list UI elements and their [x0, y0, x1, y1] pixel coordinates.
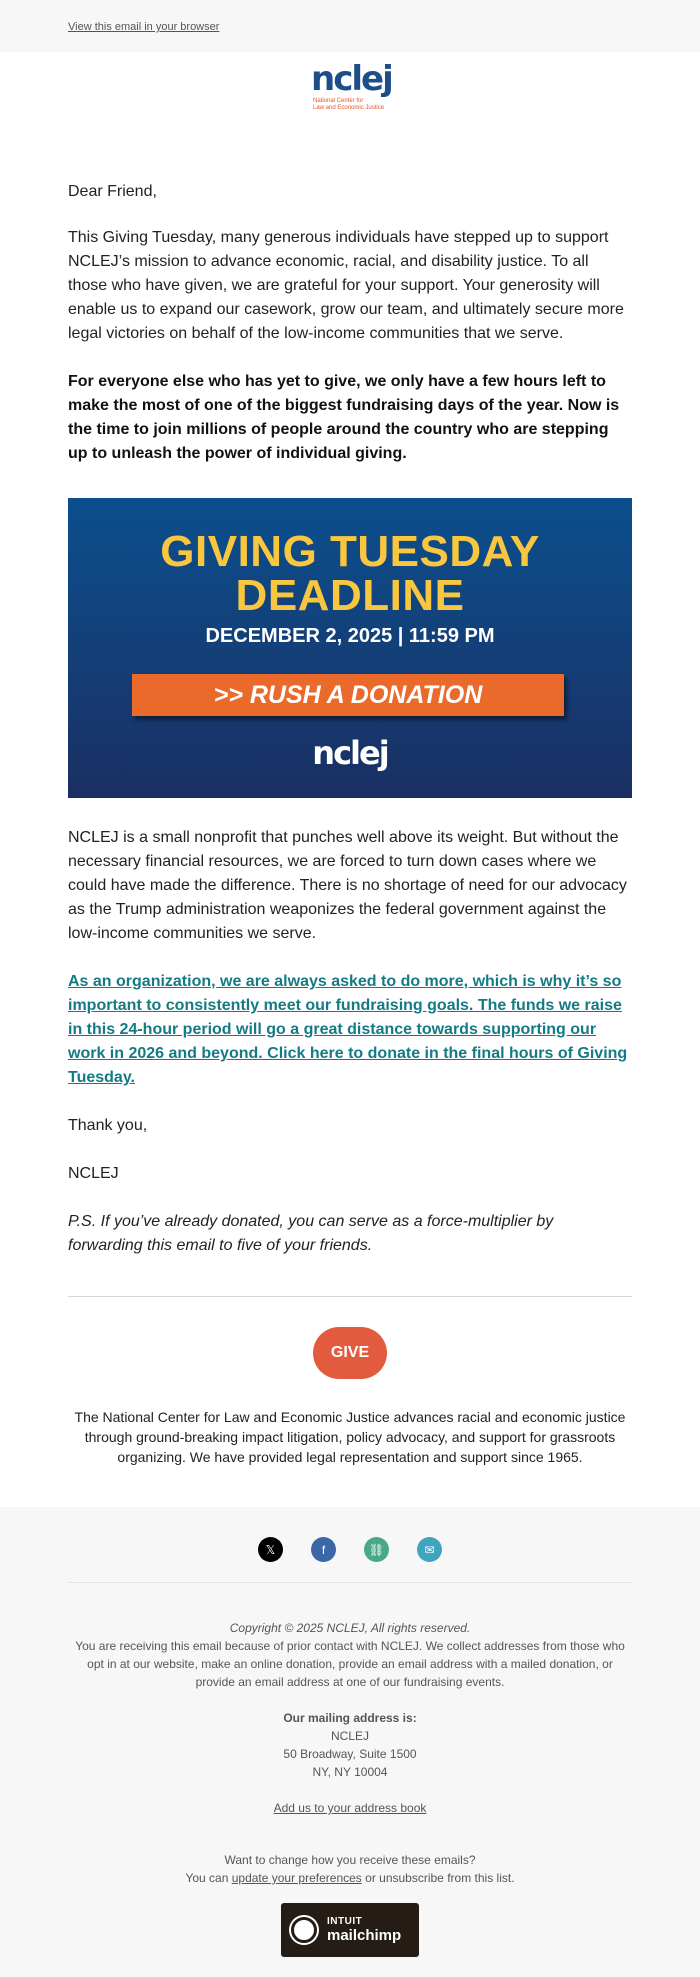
mailing-address-heading: Our mailing address is: [283, 1711, 417, 1725]
banner-title-line1: GIVING TUESDAY [160, 527, 540, 576]
add-to-address-book-link[interactable]: Add us to your address book [273, 1801, 427, 1815]
intuit-label: INTUIT [327, 1916, 363, 1927]
banner-title-line2: DEADLINE [235, 571, 465, 620]
banner-deadline-date: DECEMBER 2, 2025 | 11:59 PM [205, 625, 495, 647]
greeting: Dear Friend, [68, 183, 157, 200]
preferences-line [68, 1869, 632, 1887]
mailchimp-badge[interactable] [281, 1903, 419, 1957]
preferences-prefix: You can [185, 1871, 232, 1885]
about-nclej: The National Center for Law and Economic Justice advances racial and economic justice through ground-breaking impact litigation, policy advocacy, and support for grassroots organizing. We have provided legal representation and support since 1965. [74, 1409, 626, 1465]
mailchimp-text [327, 1916, 401, 1944]
give-button[interactable]: GIVE [313, 1327, 387, 1379]
donate-link[interactable]: As an organization, we are always asked to do more, which is why it’s so important to consistently meet our fundraising goals. The funds we raise in this 24-hour period will go a great distance towards supporting our work in 2026 and beyond. Click here to donate in the final hours of Giving Tuesday. [68, 973, 628, 1086]
mailchimp-label: mailchimp [327, 1927, 402, 1944]
copyright: Copyright © 2025 NCLEJ, All rights reserved. [229, 1621, 471, 1635]
address-book [68, 1799, 632, 1817]
mailchimp-badge-wrap [68, 1903, 632, 1957]
x-icon[interactable]: 𝕏 [258, 1537, 283, 1562]
signature: NCLEJ [68, 1165, 119, 1182]
view-in-browser-link[interactable]: View this email in your browser [68, 21, 220, 33]
paragraph-donate-link [68, 970, 632, 1090]
address-city: NY, NY 10004 [312, 1765, 388, 1779]
logo-wordmark: nclej [311, 59, 392, 99]
browser-view-bar [0, 0, 700, 52]
postscript: P.S. If you’ve already donated, you can serve as a force-multiplier by forwarding this email to five of your friends. [68, 1213, 554, 1254]
change-preferences-question: Want to change how you receive these emails? [224, 1853, 476, 1867]
banner-title [68, 527, 632, 620]
header-logo [68, 52, 632, 164]
subscription-reason: You are receiving this email because of prior contact with NCLEJ. We collect addresses from those who opt in at our website, make an online donation, provide an email address with a mailed donation, or provide an email address at one of our fundraising events. [75, 1639, 625, 1689]
address-name: NCLEJ [330, 1729, 369, 1743]
email-content [0, 52, 700, 1467]
paragraph-urgent: For everyone else who has yet to give, we only have a few hours left to make the most of one of the biggest fundraising days of the year. Now is the time to join millions of people around the country who are stepping up to unleash the power of individual giving. [68, 373, 620, 462]
footer-divider [68, 1582, 632, 1583]
paragraph-nonprofit: NCLEJ is a small nonprofit that punches well above its weight. But without the necessary financial resources, we are forced to turn down cases where we could have made the difference. There is no shortage of need for our advocacy as the Trump administration weaponizes the federal government against the low-income communities we serve. [68, 829, 627, 942]
email-icon[interactable]: ✉ [417, 1537, 442, 1562]
preferences-suffix: or unsubscribe from this list. [361, 1871, 515, 1885]
sign-off: Thank you, [68, 1117, 148, 1134]
footer [0, 1507, 700, 1977]
banner-logo: nclej [312, 734, 388, 772]
divider [68, 1296, 632, 1297]
rush-donation-button[interactable]: >> RUSH A DONATION [132, 674, 564, 716]
link-icon[interactable]: ⛓ [364, 1537, 389, 1562]
social-links [68, 1537, 632, 1562]
update-preferences-link[interactable]: update your preferences [231, 1871, 362, 1885]
nclej-logo[interactable] [305, 60, 395, 164]
paragraph-thanks: This Giving Tuesday, many generous individuals have stepped up to support NCLEJ’s mission to advance economic, racial, and disability justice. To all those who have given, we are grateful for your support. Your generosity will enable us to expand our casework, grow our team, and ultimately secure more legal victories on behalf of the low-income communities that we serve. [68, 229, 624, 342]
facebook-icon[interactable]: f [311, 1537, 336, 1562]
giving-tuesday-banner[interactable] [68, 498, 632, 798]
mailchimp-logo-icon [291, 1917, 317, 1943]
logo-subtitle-2: Law and Economic Justice [313, 105, 385, 111]
address-street: 50 Broadway, Suite 1500 [283, 1747, 417, 1761]
logo-subtitle-1: National Center for [313, 98, 364, 104]
give-section [68, 1327, 632, 1379]
